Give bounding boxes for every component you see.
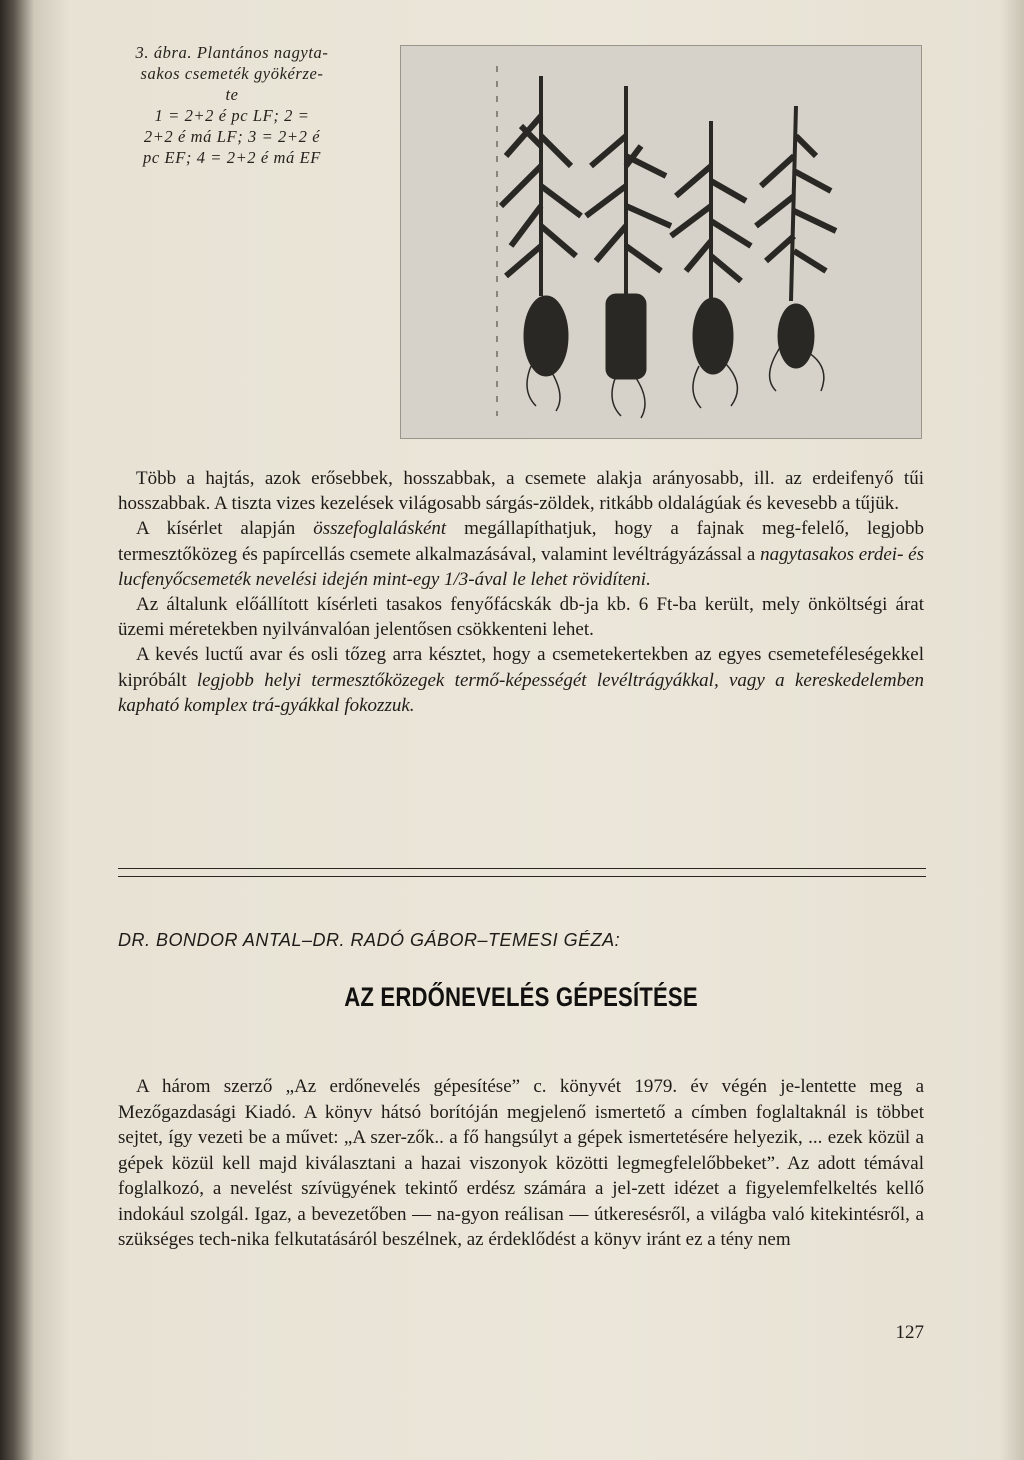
article-body [118, 1074, 924, 1253]
article-title: AZ ERDŐNEVELÉS GÉPESÍTÉSE [344, 982, 698, 1012]
seedlings-photo [400, 45, 922, 439]
italic-run: legjobb helyi termesztőközegek termő-képességét levéltrágyákkal, vagy a kereskedelemben kapható komplex trá-gyákkal fokozzuk. [118, 669, 924, 716]
paragraph: Az általunk előállított kísérleti tasakos fenyőfácskák db-ja kb. 6 Ft-ba került, mely önköltségi árat üzemi méretekben nyilvánvalóan jelentősen csökkenteni lehet. [118, 594, 924, 641]
page-number: 127 [895, 1322, 924, 1343]
caption-line: 2+2 é má LF; 3 = 2+2 é [143, 127, 321, 146]
caption-line: te [225, 85, 239, 104]
divider-rule [118, 876, 926, 877]
italic-run: nagytasakos erdei- és lucfenyőcsemeték nevelési idején mint-egy 1/3-ával le lehet rövidíteni. [118, 543, 924, 590]
caption-line: 1 = 2+2 é pc LF; 2 = [154, 106, 310, 125]
figure-caption [82, 42, 382, 168]
paragraph: Több a hajtás, azok erősebbek, hosszabbak, a csemete alakja arányosabb, ill. az erdeifenyő tűi hosszabbak. A tiszta vizes kezelések világosabb sárgás-zöldek, ritkább oldalágúak és kevesebb a tűjük. [118, 468, 924, 515]
divider-rule [118, 868, 926, 869]
paragraph [118, 642, 924, 718]
italic-run: összefoglalásként [313, 518, 447, 540]
caption-line: 3. ábra. Plantános nagyta- [135, 43, 329, 62]
article-authors: DR. BONDOR ANTAL–DR. RADÓ GÁBOR–TEMESI GÉZA: [118, 930, 621, 950]
paragraph [118, 516, 924, 592]
text-run: A kevés luctű avar és osli tőzeg arra késztet, hogy a csemetekertekben az egyes csemeteféleségekkel kipróbált [118, 644, 924, 691]
body-text [118, 466, 924, 718]
paragraph: A három szerző „Az erdőnevelés gépesítése” c. könyvét 1979. év végén je-lentette meg a Mezőgazdasági Kiadó. A könyv hátsó borítóján megjelenő ismertető a címben foglaltaknál is többet sejtet, így vezeti be a művet: „A szer-zők.. a fő hangsúlyt a gépek ismertetésére helyezik, ... ezek közül a gépek közül kell majd kiválasztani a hazai viszonyok közötti legmegfelelőbbeket”. Az adott témával foglalkozó, a nevelést szívügyének tekintő erdész számára a jel-zett idézet a figyelemfelkeltés kellő indokául szolgál. Igaz, a bevezetőben — na-gyon reálisan — útkeresésről, a világba való kitekintésről, a szükséges tech-nika felkutatásáról beszélnek, az érdeklődést a könyv iránt ez a tény nem [118, 1076, 924, 1250]
text-run: megállapíthatjuk, hogy a fajnak meg-felelő, legjobb termesztőközeg és papírcellás csemete alkalmazásával, valamint levéltrágyázással a [118, 518, 924, 565]
caption-line: pc EF; 4 = 2+2 é má EF [143, 148, 321, 167]
caption-line: sakos csemeték gyökérze- [140, 64, 324, 83]
text-run: A kísérlet alapján [136, 518, 314, 540]
